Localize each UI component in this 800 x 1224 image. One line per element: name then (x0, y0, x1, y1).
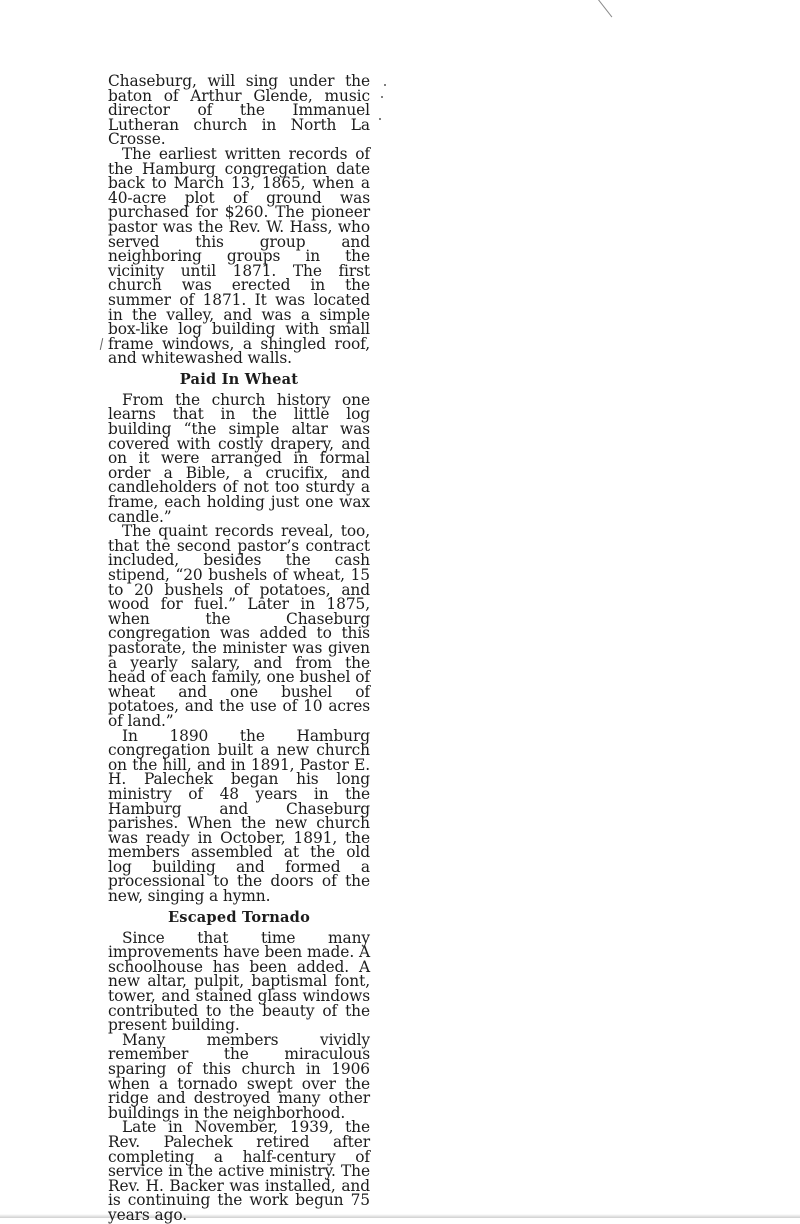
article-paragraph: Since that time many improvements have been made. A schoolhouse has been added. A new altar, pulpit, baptismal font, tower, and stained glass windows contributed to the beauty of the present building. (108, 928, 370, 1035)
scan-speck (379, 118, 381, 120)
article-paragraph: In 1890 the Hamburg congregation built a new church on the hill, and in 1891, Pastor E. H. Palechek began his long ministry of 48 years in the Hamburg and Chaseburg parishes. When the new church was ready in October, 1891, the members assembled at the old log building and formed a processional to the doors of the new, singing a hymn. (108, 726, 370, 906)
article-column (108, 74, 370, 1223)
scan-crease-mark (598, 0, 612, 17)
article-paragraph: From the church history one learns that in the little log building “the simple altar was covered with costly drapery, and on it were arranged in formal order a Bible, a crucifix, and candleholders of not too sturdy a frame, each holding just one wax candle.” (108, 390, 370, 526)
article-paragraph: Many members vividly remember the miraculous sparing of this church in 1906 when a tornado swept over the ridge and destroyed many other buildings in the neighborhood. (108, 1030, 370, 1122)
scan-speck (384, 84, 386, 86)
article-paragraph: The earliest written records of the Hamburg congregation date back to March 13, 1865, when a 40-acre plot of ground was purchased for $260. The pioneer pastor was the Rev. W. Hass, who served this group and neighboring groups in the vicinity until 1871. The first church was erected in the summer of 1871. It was located in the valley, and was a simple box-like log building with small frame windows, a shingled roof, and whitewashed walls. (108, 144, 370, 368)
section-heading-escaped-tornado: Escaped Tornado (167, 908, 311, 926)
article-paragraph: The quaint records reveal, too, that the second pastor’s contract included, besides the cash stipend, “20 bushels of wheat, 15 to 20 bushels of potatoes, and wood for fuel.” Later in 1875, when the Chaseburg congregation was added to this pastorate, the minister was given a yearly salary, and from the head of each family, one bushel of wheat and one bushel of potatoes, and the use of 10 acres of land.” (108, 522, 370, 730)
section-heading-paid-in-wheat: Paid In Wheat (179, 370, 299, 388)
scan-edge-mark (100, 338, 103, 350)
scan-speck (381, 96, 383, 98)
article-paragraph: Chaseburg, will sing under the baton of Arthur Glende, music director of the Immanuel Lutheran church in North La Crosse. (108, 72, 370, 149)
article-paragraph: Late in November, 1939, the Rev. Palechek retired after completing a half-century of service in the active ministry. The Rev. H. Backer was installed, and is continuing the work begun 75 years ago. (108, 1118, 370, 1224)
